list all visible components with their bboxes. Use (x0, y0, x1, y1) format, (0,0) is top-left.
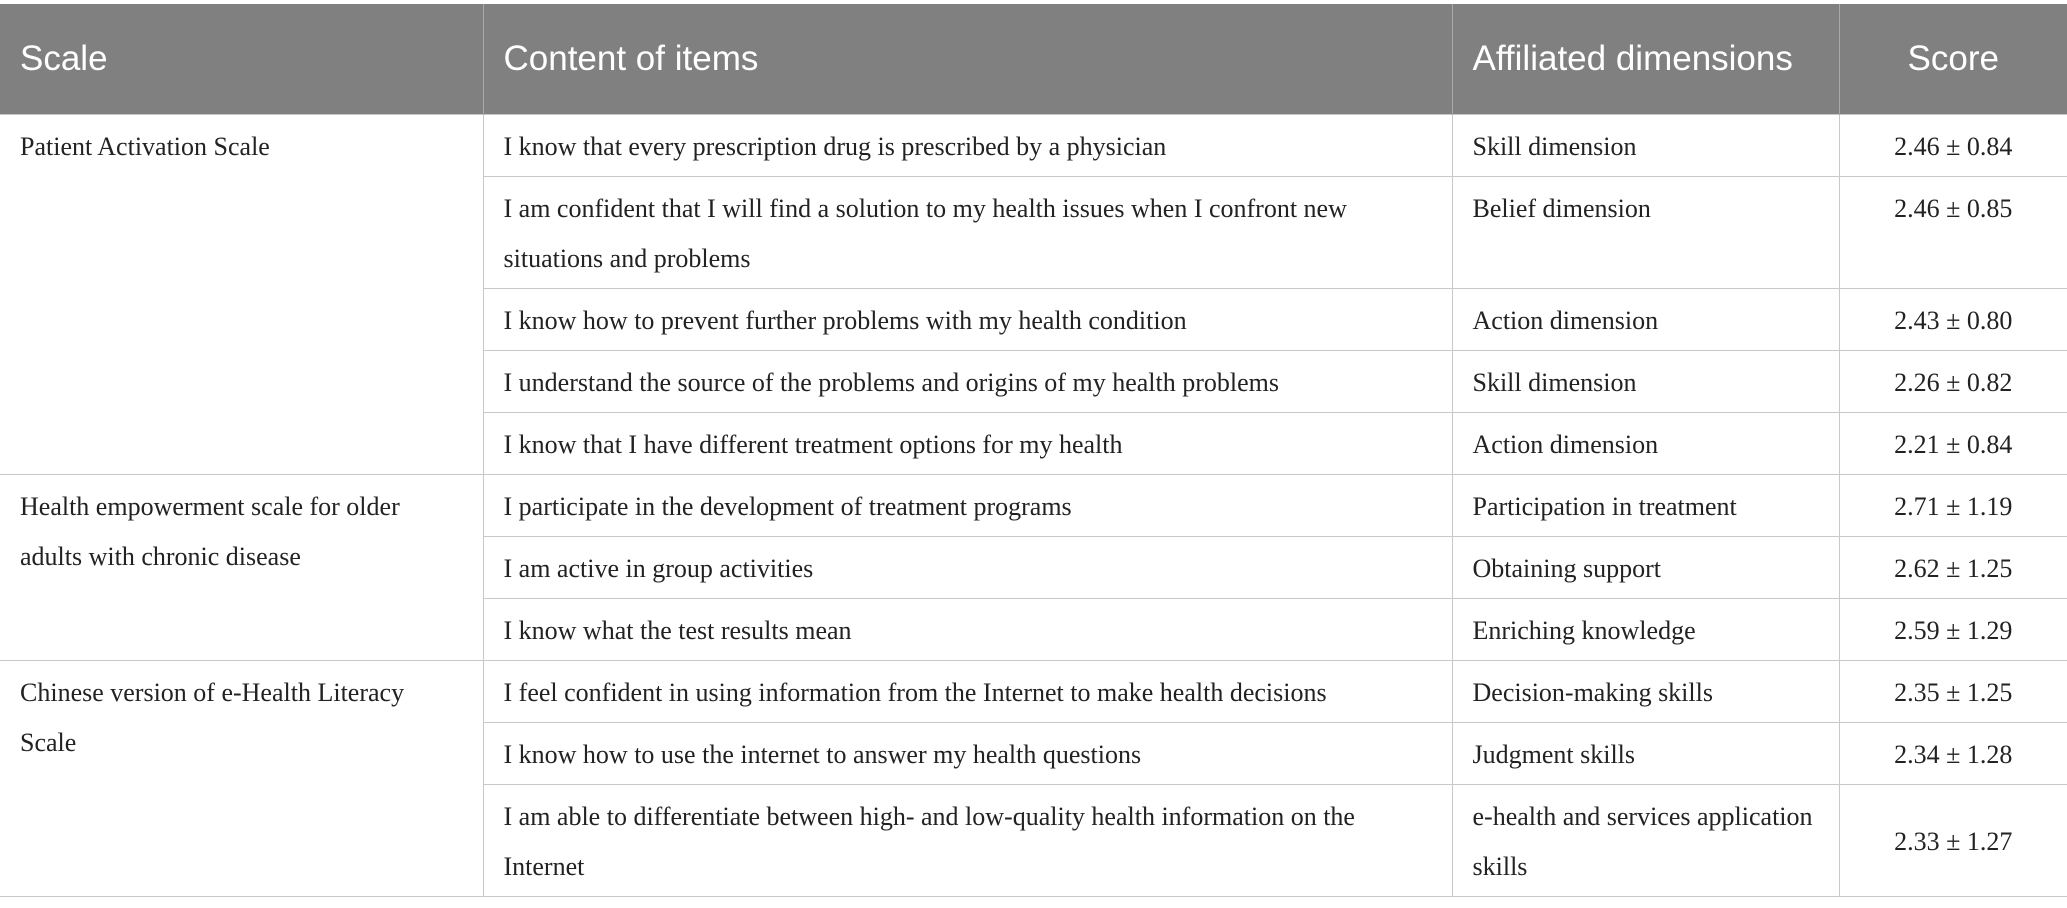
item-score: 2.46 ± 0.84 (1839, 114, 2067, 176)
item-dimension: Judgment skills (1452, 722, 1839, 784)
item-dimension: Decision-making skills (1452, 660, 1839, 722)
item-dimension: Skill dimension (1452, 114, 1839, 176)
item-dimension: Obtaining support (1452, 536, 1839, 598)
item-dimension: Action dimension (1452, 412, 1839, 474)
item-dimension: Skill dimension (1452, 350, 1839, 412)
item-dimension: Action dimension (1452, 288, 1839, 350)
item-score: 2.62 ± 1.25 (1839, 536, 2067, 598)
header-row (0, 4, 2067, 114)
scale-items-table (0, 4, 2067, 897)
item-score: 2.34 ± 1.28 (1839, 722, 2067, 784)
item-content: I am confident that I will find a solution to my health issues when I confront new situations and problems (483, 176, 1452, 288)
table-container (0, 4, 2067, 897)
table-body (0, 114, 2067, 896)
header-score: Score (1839, 4, 2067, 114)
table-row (0, 474, 2067, 536)
item-content: I know what the test results mean (483, 598, 1452, 660)
item-content: I understand the source of the problems and origins of my health problems (483, 350, 1452, 412)
item-score: 2.59 ± 1.29 (1839, 598, 2067, 660)
item-score: 2.21 ± 0.84 (1839, 412, 2067, 474)
item-content: I know how to prevent further problems with my health condition (483, 288, 1452, 350)
scale-name: Chinese version of e-Health Literacy Scale (0, 660, 483, 896)
item-content: I know that every prescription drug is prescribed by a physician (483, 114, 1452, 176)
item-content: I feel confident in using information from the Internet to make health decisions (483, 660, 1452, 722)
item-score: 2.26 ± 0.82 (1839, 350, 2067, 412)
item-content: I am able to differentiate between high- and low-quality health information on the Internet (483, 784, 1452, 896)
item-dimension: e-health and services application skills (1452, 784, 1839, 896)
header-scale: Scale (0, 4, 483, 114)
item-score: 2.71 ± 1.19 (1839, 474, 2067, 536)
table-header (0, 4, 2067, 114)
item-dimension: Participation in treatment (1452, 474, 1839, 536)
item-score: 2.33 ± 1.27 (1839, 784, 2067, 896)
table-row (0, 660, 2067, 722)
item-content: I know that I have different treatment options for my health (483, 412, 1452, 474)
item-content: I am active in group activities (483, 536, 1452, 598)
table-row (0, 114, 2067, 176)
item-content: I know how to use the internet to answer my health questions (483, 722, 1452, 784)
header-content: Content of items (483, 4, 1452, 114)
scale-name: Health empowerment scale for older adults with chronic disease (0, 474, 483, 660)
item-dimension: Belief dimension (1452, 176, 1839, 288)
item-score: 2.46 ± 0.85 (1839, 176, 2067, 288)
item-dimension: Enriching knowledge (1452, 598, 1839, 660)
header-dimensions: Affiliated dimensions (1452, 4, 1839, 114)
scale-name: Patient Activation Scale (0, 114, 483, 474)
item-score: 2.43 ± 0.80 (1839, 288, 2067, 350)
item-content: I participate in the development of treatment programs (483, 474, 1452, 536)
item-score: 2.35 ± 1.25 (1839, 660, 2067, 722)
